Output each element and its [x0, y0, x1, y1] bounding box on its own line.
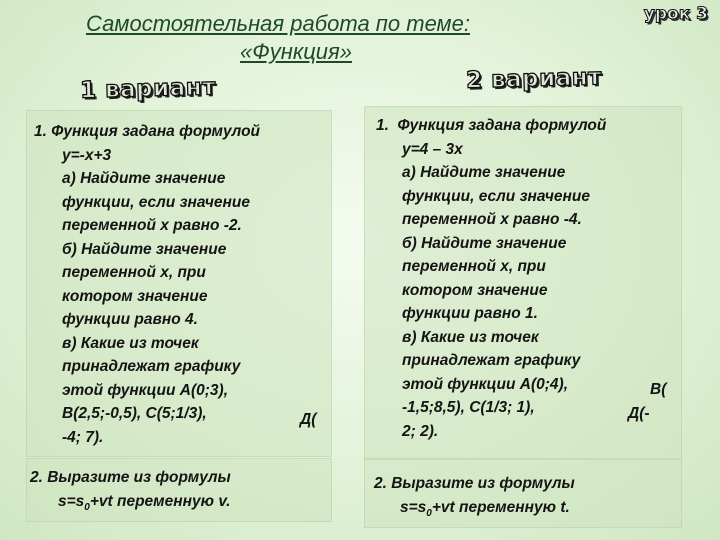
task-formula-line [374, 496, 674, 526]
variant-1-task-2 [30, 466, 330, 519]
task-line: -4; 7). [62, 428, 104, 446]
task-line: функции, если значение [62, 193, 250, 211]
task-line: а) Найдите значение [62, 170, 226, 187]
task-line: функции равно 4. [62, 311, 198, 328]
page-title [86, 10, 626, 66]
task-line: переменной x равно -2. [62, 217, 242, 234]
task-line: б) Найдите значение [402, 234, 567, 252]
task-line: котором значение [62, 287, 208, 305]
task-line: y=4 – 3x [402, 140, 463, 158]
task-line: переменной x, при [402, 258, 546, 275]
title-line-1: Самостоятельная работа по теме: [86, 11, 470, 36]
variant-2-heading: 2 вариант [465, 64, 603, 94]
lesson-label: урок 3 [643, 4, 708, 24]
task-line: этой функции А(0;3), [62, 381, 229, 399]
task-line: y=-x+3 [62, 146, 112, 164]
task-line-tail: Д( [300, 411, 317, 428]
variant-1-task-1 [34, 120, 334, 449]
task-line: -1,5;8,5), С(1/3; 1), [402, 399, 535, 416]
formula-subscript: 0 [84, 501, 90, 513]
task-line: в) Какие из точек [62, 334, 199, 352]
task-line: 1. Функция задана формулой [376, 117, 607, 134]
task-line: б) Найдите значение [62, 240, 227, 258]
title-line-2: «Функция» [240, 39, 353, 64]
task-formula-line [30, 490, 330, 520]
task-line: 2. Выразите из формулы [374, 475, 575, 492]
variant-2-task-1 [376, 114, 676, 443]
formula-subscript: 0 [426, 507, 432, 519]
task-line: 1. Функция задана формулой [34, 123, 261, 140]
variant-1-heading: 1 вариант [79, 74, 217, 104]
formula-prefix: s=s [400, 498, 427, 516]
task-line: переменной x равно -4. [402, 211, 582, 228]
task-line: а) Найдите значение [402, 164, 566, 181]
formula-suffix: +vt переменную v. [89, 492, 231, 510]
task-line: В(2,5;-0,5), С(5;1/3), [62, 405, 207, 422]
task-line: этой функции А(0;4), [402, 375, 569, 393]
task-line: принадлежат графику [402, 352, 581, 369]
task-line: функции, если значение [402, 187, 590, 205]
task-line-tail: Д(- [628, 405, 650, 422]
task-line: 2; 2). [402, 422, 439, 440]
task-line: в) Какие из точек [402, 328, 539, 346]
task-line: 2. Выразите из формулы [30, 469, 231, 486]
variant-2-task-2 [374, 472, 674, 525]
formula-suffix: +vt переменную t. [431, 498, 570, 516]
task-line: принадлежат графику [62, 358, 241, 375]
task-line-tail: В( [650, 381, 667, 398]
formula-prefix: s=s [58, 492, 85, 510]
task-line: функции равно 1. [402, 305, 538, 322]
task-line: котором значение [402, 281, 548, 299]
task-line: переменной x, при [62, 264, 206, 281]
